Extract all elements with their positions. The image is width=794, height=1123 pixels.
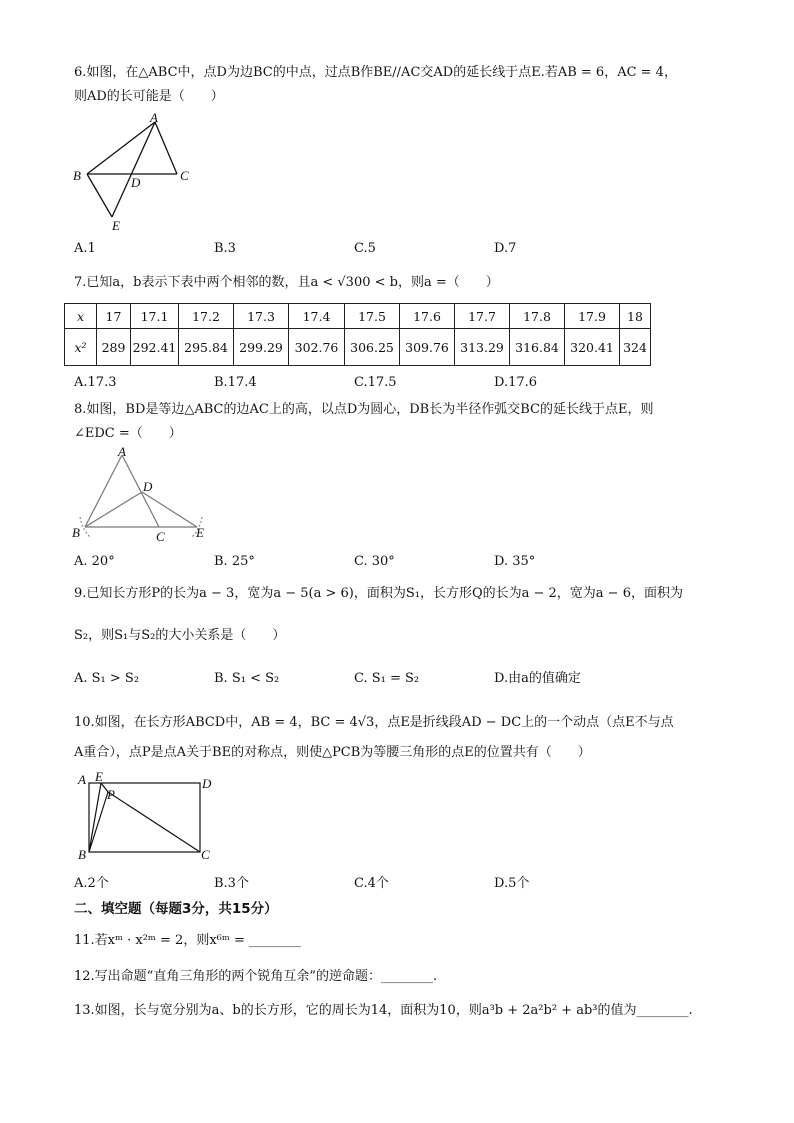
q7-option-c[interactable]: C.17.5 — [354, 375, 397, 390]
q8-option-a[interactable]: A. 20° — [74, 554, 115, 569]
q8-label-b: B — [72, 525, 80, 540]
q10-segment-pc — [108, 792, 200, 852]
q10-option-b[interactable]: B.3个 — [214, 876, 249, 891]
table-cell: 299.29 — [234, 329, 289, 366]
q7-option-b[interactable]: B.17.4 — [214, 375, 257, 390]
q8-stem-line2: ∠EDC =（ ） — [74, 426, 182, 441]
table-cell: 324 — [620, 329, 651, 366]
q6-option-a[interactable]: A.1 — [74, 241, 96, 256]
q6-label-d: D — [131, 175, 141, 190]
q6-option-c[interactable]: C.5 — [354, 241, 376, 256]
q6-option-b[interactable]: B.3 — [214, 241, 236, 256]
table-cell: 17.9 — [565, 304, 620, 329]
table-cell: 17.2 — [179, 304, 234, 329]
q6-label-c: C — [180, 168, 189, 183]
q10-stem-line1: 10.如图，在长方形ABCD中，AB = 4，BC = 4√3，点E是折线段AD − DC上的一个动点（点E不与点 — [74, 715, 674, 730]
q7-square-table — [64, 303, 651, 366]
table-cell: 17.3 — [234, 304, 289, 329]
q8-figure — [70, 444, 220, 545]
table-cell: 306.25 — [345, 329, 400, 366]
q9-stem-line2: S₂，则S₁与S₂的大小关系是（ ） — [74, 628, 286, 643]
table-cell: 18 — [620, 304, 651, 329]
q9-option-b[interactable]: B. S₁ < S₂ — [214, 671, 280, 686]
table-row — [65, 329, 651, 366]
q8-option-b[interactable]: B. 25° — [214, 554, 255, 569]
table-cell: 17 — [97, 304, 131, 329]
table-cell: 17.1 — [131, 304, 179, 329]
q8-stem-line1: 8.如图，BD是等边△ABC的边AC上的高，以点D为圆心，DB长为半径作弧交BC的延长线于点E，则 — [74, 402, 654, 417]
q8-options — [74, 553, 734, 571]
q6-figure — [70, 110, 200, 235]
table-cell: 17.4 — [289, 304, 345, 329]
q6-segment-ab — [87, 122, 155, 174]
q8-label-c: C — [156, 529, 165, 544]
q8-option-c[interactable]: C. 30° — [354, 554, 395, 569]
table-cell: 302.76 — [289, 329, 345, 366]
table-cell: 17.8 — [510, 304, 565, 329]
q7-option-d[interactable]: D.17.6 — [494, 375, 538, 390]
q6-stem-line2: 则AD的长可能是（ ） — [74, 89, 224, 104]
q9-option-d[interactable]: D.由a的值确定 — [494, 671, 581, 686]
q6-option-d[interactable]: D.7 — [494, 241, 517, 256]
q10-figure — [70, 770, 220, 862]
q10-label-a: A — [78, 772, 86, 787]
q10-stem-line2: A重合），点P是点A关于BE的对称点，则使△PCB为等腰三角形的点E的位置共有（ ） — [74, 745, 591, 760]
q8-label-e: E — [196, 525, 204, 540]
table-cell: 17.7 — [455, 304, 510, 329]
q11-stem: 11.若xᵐ · x²ᵐ = 2，则x⁶ᵐ = ________ — [74, 933, 301, 948]
table-cell: 292.41 — [131, 329, 179, 366]
q6-segment-be — [87, 174, 112, 217]
q10-label-d: D — [202, 776, 212, 791]
q10-segment-be — [89, 783, 101, 852]
table-cell: 17.5 — [345, 304, 400, 329]
q6-options — [74, 240, 734, 258]
table-cell: 309.76 — [400, 329, 455, 366]
q7-options — [74, 374, 734, 392]
table-cell: 295.84 — [179, 329, 234, 366]
q9-stem-line1: 9.已知长方形P的长为a − 3，宽为a − 5(a > 6)，面积为S₁，长方形Q的长为a − 2，宽为a − 6，面积为 — [74, 586, 683, 601]
table-row — [65, 304, 651, 329]
q7-option-a[interactable]: A.17.3 — [74, 375, 117, 390]
q7-header-x2: x² — [65, 329, 97, 366]
table-cell: 289 — [97, 329, 131, 366]
q6-label-b: B — [73, 168, 81, 183]
q10-label-c: C — [201, 847, 210, 862]
table-cell: 17.6 — [400, 304, 455, 329]
q9-options — [74, 670, 734, 688]
q10-options — [74, 875, 734, 893]
q6-label-a: A — [150, 110, 158, 125]
q10-label-b: B — [78, 847, 86, 862]
q8-option-d[interactable]: D. 35° — [494, 554, 536, 569]
q6-stem-line1: 6.如图，在△ABC中，点D为边BC的中点，过点B作BE//AC交AD的延长线于点E.若AB = 6，AC = 4， — [74, 65, 677, 80]
q10-option-d[interactable]: D.5个 — [494, 876, 530, 891]
q12-stem: 12.写出命题“直角三角形的两个锐角互余”的逆命题：________. — [74, 969, 438, 984]
q10-option-c[interactable]: C.4个 — [354, 876, 389, 891]
table-cell: 316.84 — [510, 329, 565, 366]
section2-title: 二、填空题（每题3分，共15分） — [74, 901, 278, 917]
q10-label-e: E — [95, 769, 103, 784]
table-cell: 320.41 — [565, 329, 620, 366]
q8-label-a: A — [118, 444, 126, 459]
q7-stem: 7.已知a，b表示下表中两个相邻的数，且a < √300 < b，则a =（ ） — [74, 275, 499, 290]
q7-header-x: x — [65, 304, 97, 329]
q6-segment-ac — [155, 122, 177, 174]
q10-option-a[interactable]: A.2个 — [74, 876, 109, 891]
q6-segment-ae — [112, 122, 155, 217]
table-cell: 313.29 — [455, 329, 510, 366]
q8-label-d: D — [143, 479, 153, 494]
q10-label-p: P — [107, 787, 115, 802]
q13-stem: 13.如图，长与宽分别为a、b的长方形，它的周长为14，面积为10，则a³b + 2a²b² + ab³的值为________. — [74, 1003, 693, 1018]
q6-label-e: E — [112, 218, 120, 233]
q9-option-c[interactable]: C. S₁ = S₂ — [354, 671, 420, 686]
q8-segment-ac — [122, 455, 159, 527]
q9-option-a[interactable]: A. S₁ > S₂ — [74, 671, 140, 686]
q10-segment-bp — [89, 792, 108, 852]
